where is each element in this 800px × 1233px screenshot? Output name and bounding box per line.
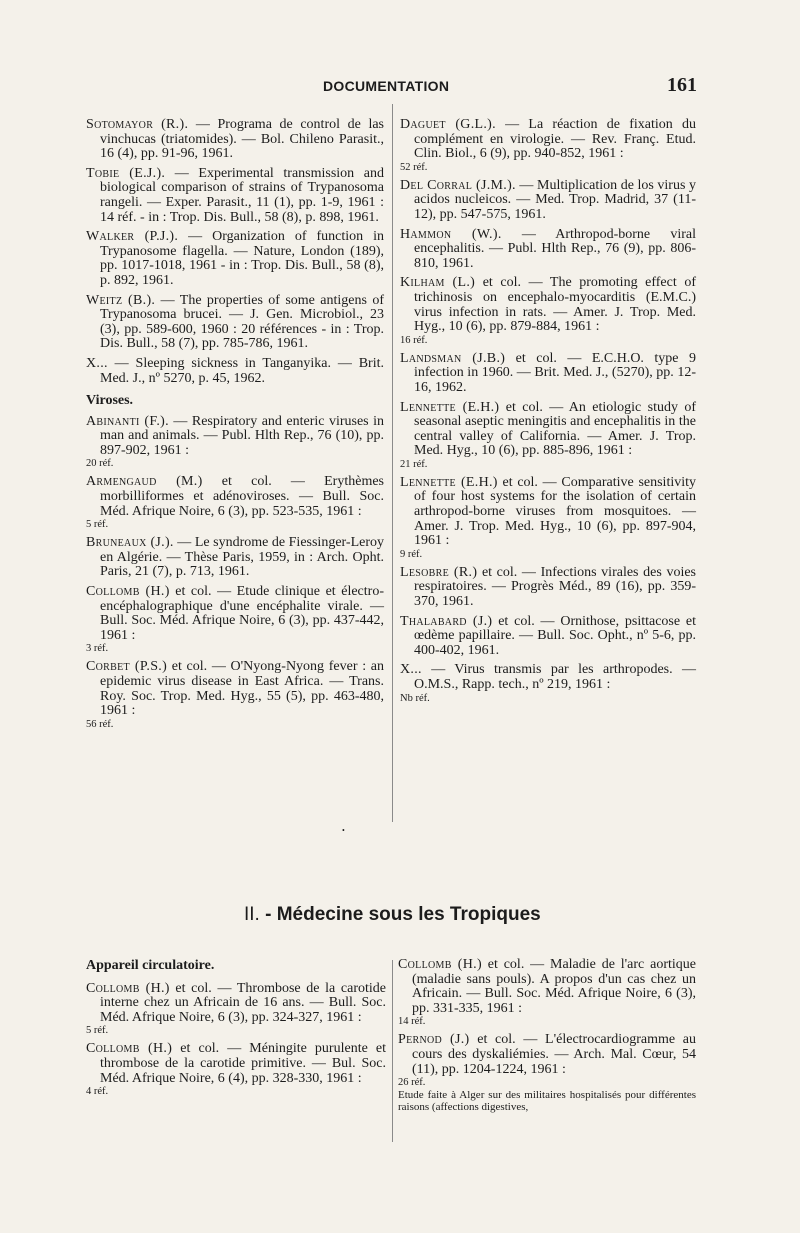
entry-text: et col. — E.C.H.O. type 9 infection in 1960. — Brit. Med. J., (5270), pp. 12-16, 1962.: [414, 350, 696, 395]
entry-text: et col. — Infections virales des voies respiratoires. — Progrès Méd., 89 (16), pp. 359-370, 1961.: [414, 564, 696, 610]
section-title: [244, 904, 644, 926]
bibliography-entry: [400, 615, 696, 659]
running-header: [0, 74, 800, 100]
column-bottom-right: [398, 958, 696, 1118]
column-divider: [392, 104, 393, 822]
column-divider: [392, 960, 393, 1142]
entry-author: Bruneaux (J.).: [86, 535, 174, 551]
entry-text: — La réaction de fixation du complément en virologie. — Rev. Franç. Etud. Clin. Biol., 6 (9), pp. 940-852, 1961 :: [414, 117, 696, 162]
running-title: DOCUMENTATION: [323, 78, 450, 94]
bibliography-entry: [398, 958, 696, 1028]
entry-author: Lesobre (R.): [400, 564, 478, 580]
subsection-heading: Appareil circulatoire.: [86, 958, 215, 973]
entry-refs: 56 réf.: [86, 718, 114, 730]
bibliography-entry: [86, 357, 384, 386]
entry-author: Pernod (J.): [398, 1032, 470, 1048]
entry-author: Del Corral (J.M.).: [400, 177, 516, 193]
page-number: 161: [667, 74, 697, 96]
entry-text: et col. — The promoting effect of trichinosis on encephalo-myocarditis (E.M.C.) virus infection in rats. — Amer. J. Trop. Med. Hyg., 10 (6), pp. 879-884, 1961 :: [414, 275, 696, 335]
entry-text: et col. — Erythèmes morbilliformes et adénoviroses. — Bull. Soc. Méd. Afrique Noire, 6 (3), pp. 523-535, 1961 :: [100, 474, 384, 519]
bibliography-entry: [86, 1042, 386, 1098]
entry-text: et col. — An etiologic study of seasonal aseptic meningitis and encephalitis in the central valley of California. — Amer. J. Trop. Med. Hyg., 10 (6), pp. 885-896, 1961 :: [414, 399, 696, 459]
bibliography-entry: [86, 118, 384, 162]
entry-text: — Respiratory and enteric viruses in man and animals. — Publ. Hlth Rep., 76 (10), pp. 897-902, 1961 :: [100, 413, 385, 458]
bibliography-entry: [86, 294, 384, 352]
entry-text: et col. — L'électrocardiogramme au cours des dyskaliémies. — Arch. Mal. Cœur, 54 (11), pp. 1204-1224, 1961 :: [412, 1032, 696, 1077]
bibliography-entry: [86, 982, 386, 1038]
entry-note: Etude faite à Alger sur des militaires hospitalisés pour différentes raisons (affections digestives,: [398, 1089, 696, 1114]
entry-refs: 5 réf.: [86, 1025, 109, 1037]
stray-dot: •: [342, 826, 345, 835]
entry-author: Lennette (E.H.): [400, 474, 498, 490]
entry-text: et col. — Méningite purulente et thrombose de la carotide primitive. — Bul. Soc. Méd. Afrique Noire, 6 (4), pp. 328-330, 1961 :: [100, 1041, 386, 1086]
entry-text: et col. — Thrombose de la carotide interne chez un Africain de 16 ans. — Bull. Soc. Méd. Afrique Noire, 6 (3), pp. 324-327, 1961 :: [100, 980, 386, 1025]
entry-author: Tobie (E.J.).: [86, 165, 166, 181]
entry-refs: 26 réf.: [398, 1077, 426, 1089]
section-number: II.: [244, 904, 260, 925]
bibliography-entry: [86, 167, 384, 225]
bibliography-entry: [400, 352, 696, 396]
bibliography-entry: [400, 118, 696, 174]
entry-author: Daguet (G.L.).: [400, 117, 496, 132]
entry-refs: 20 réf.: [86, 458, 114, 470]
bibliography-entry: [86, 660, 384, 730]
entry-refs: 5 réf.: [86, 519, 109, 531]
entry-author: Collomb (H.): [86, 1041, 173, 1057]
entry-text: — Sleeping sickness in Tanganyika. — Brit. Med. J., nº 5270, p. 45, 1962.: [100, 355, 384, 386]
bibliography-entry: [400, 179, 696, 223]
entry-text: et col. — Maladie de l'arc aortique (maladie sans pouls). A propos d'un cas chez un Africain. — Bull. Soc. Méd. Afrique Noire, 6 (3), pp. 331-335, 1961 :: [412, 957, 696, 1016]
entry-author: Corbet (P.S.): [86, 659, 168, 675]
entry-refs: 3 réf.: [86, 643, 109, 655]
entry-text: et col. — O'Nyong-Nyong fever : an epidemic virus disease in East Africa. — Trans. Roy. Soc. Trop. Med. Hyg., 55 (5), pp. 463-480, 1961 :: [100, 659, 384, 719]
entry-text: — Programa de control de las vinchucas (triatomides). — Bol. Chileno Parasit., 16 (4), pp. 91-96, 1961.: [100, 117, 384, 162]
entry-refs: 16 réf.: [400, 334, 428, 346]
bibliography-entry: [400, 476, 696, 561]
bibliography-entry: [400, 276, 696, 346]
section-title-text: - Médecine sous les Tropiques: [265, 904, 541, 925]
entry-author: Collomb (H.): [86, 584, 170, 600]
entry-text: — Virus transmis par les arthropodes. — O.M.S., Rapp. tech., nº 219, 1961 :: [414, 662, 696, 692]
bibliography-entry: [400, 228, 696, 272]
column-bottom-left: [86, 959, 386, 1103]
entry-text: — Arthropod-borne viral encephalitis. — Publ. Hlth Rep., 76 (9), pp. 806-810, 1961.: [414, 226, 696, 271]
entry-refs: 4 réf.: [86, 1086, 109, 1098]
entry-author: X...: [400, 662, 422, 678]
entry-author: Armengaud (M.): [86, 474, 203, 490]
bibliography-entry: [400, 401, 696, 471]
entry-author: Collomb (H.): [398, 957, 482, 972]
entry-text: — Multiplication de los virus y acidos nucleicos. — Med. Trop. Madrid, 37 (11-12), pp. 547-575, 1961.: [414, 177, 696, 222]
entry-text: — Experimental transmission and biological comparison of strains of Trypanosoma rangeli. — Exper. Parasit., 11 (1), pp. 1-9, 1961 : 14 réf. - in : Trop. Dis. Bull., 58 (8), p. 898, 1961.: [100, 165, 384, 225]
entry-author: Lennette (E.H.): [400, 399, 500, 415]
entry-author: Sotomayor (R.).: [86, 117, 189, 132]
entry-author: Abinanti (F.).: [86, 413, 169, 429]
entry-refs: 9 réf.: [400, 548, 423, 560]
entry-author: Hammon (W.).: [400, 226, 502, 242]
bibliography-entry: [86, 230, 384, 288]
bibliography-entry: [86, 585, 384, 655]
entry-text: — The properties of some antigens of Trypanosoma brucei. — J. Gen. Microbiol., 23 (3), pp. 589-600, 1960 : 20 références - in : Trop. Dis. Bull., 58 (7), pp. 785-786, 1961.: [100, 292, 384, 352]
entry-text: et col. — Ornithose, psittacose et œdème papillaire. — Bull. Soc. Opht., nº 5-6, pp. 400-402, 1961.: [414, 613, 696, 658]
bibliography-entry: [400, 566, 696, 610]
entry-author: Collomb (H.): [86, 980, 170, 996]
entry-text: et col. — Etude clinique et électro-encéphalographique d'une encéphalite virale. — Bull. Soc. Méd. Afrique Noire, 6 (3), pp. 437-442, 1961 :: [100, 584, 384, 643]
bibliography-entry: [86, 536, 384, 580]
subsection-heading: Viroses.: [86, 393, 134, 409]
bibliography-entry: [86, 475, 384, 531]
entry-author: Walker (P.J.).: [86, 229, 179, 245]
column-top-right: [400, 118, 696, 710]
entry-author: Thalabard (J.): [400, 613, 493, 629]
entry-author: Kilham (L.): [400, 275, 476, 291]
entry-text: et col. — Comparative sensitivity of four host systems for the isolation of certain arthropod-borne viruses from mosquitoes. — Amer. J. Trop. Med. Hyg., 10 (6), pp. 897-904, 1961 :: [414, 474, 697, 549]
entry-text: — Le syndrome de Fiessinger-Leroy en Algérie. — Thèse Paris, 1959, in : Arch. Opht. Paris, 21 (7), p. 713, 1961.: [100, 535, 384, 580]
entry-refs: 21 réf.: [400, 458, 428, 470]
entry-text: — Organization of function in Trypanosome flagella. — Nature, London (189), pp. 1017-1018, 1961 - in : Trop. Dis. Bull., 58 (8), p. 892, 1961.: [100, 229, 384, 288]
bibliography-entry: [400, 663, 696, 704]
entry-author: Weitz (B.).: [86, 292, 156, 308]
entry-author: Landsman (J.B.): [400, 350, 506, 366]
column-top-left: [86, 118, 384, 736]
bibliography-entry: [86, 415, 384, 471]
entry-refs: 52 réf.: [400, 161, 428, 173]
entry-refs: Nb réf.: [400, 692, 430, 704]
bibliography-entry: [398, 1033, 696, 1113]
entry-author: X...: [86, 355, 108, 371]
entry-refs: 14 réf.: [398, 1016, 426, 1028]
